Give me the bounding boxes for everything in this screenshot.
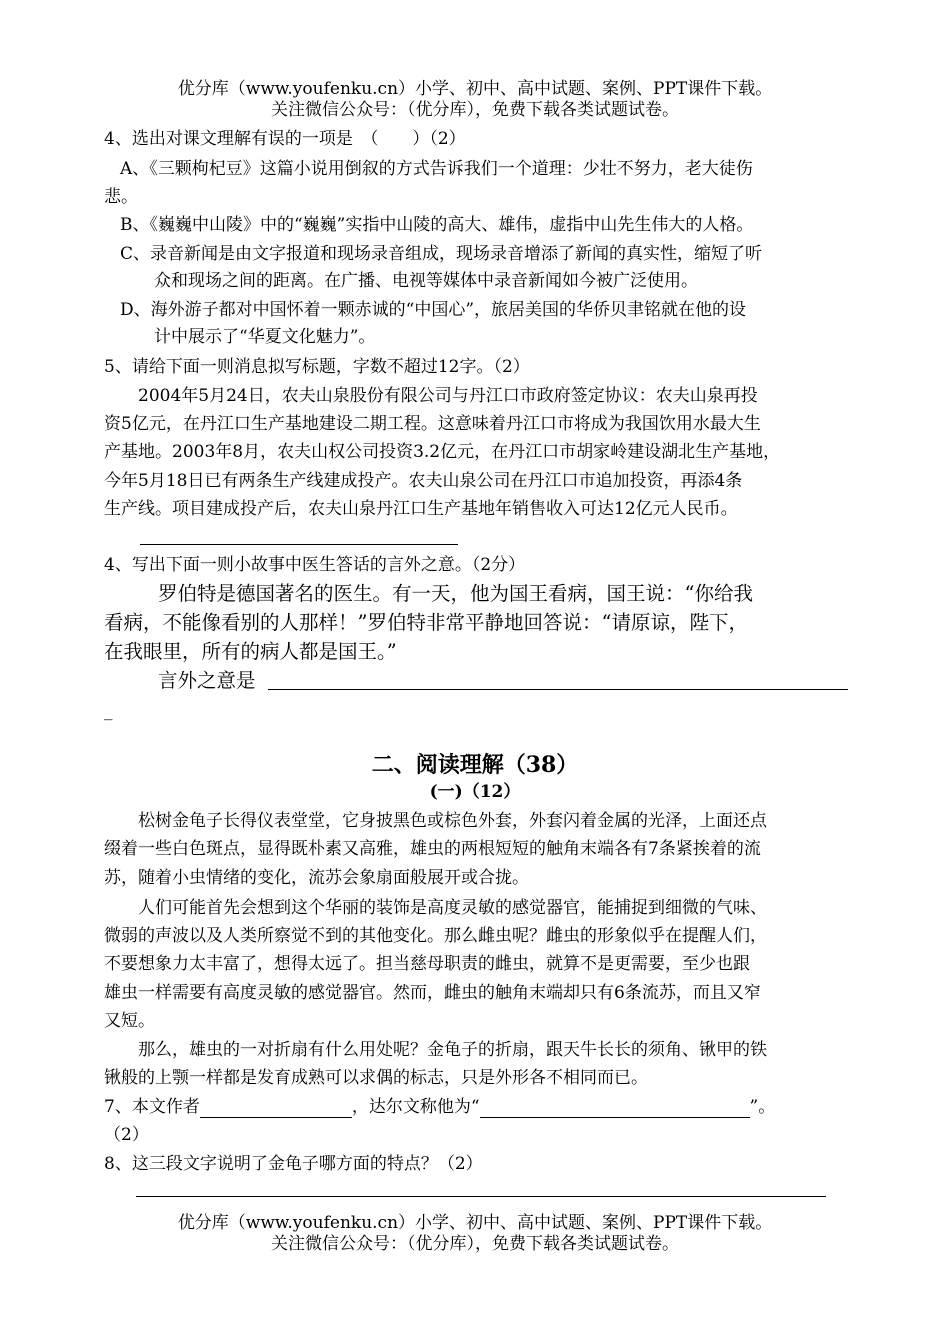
q7-line [104, 1096, 775, 1118]
passage-p3-line1: 那么，雄虫的一对折扇有什么用处呢？金龟子的折扇，跟天牛长长的须角、锹甲的铁 [138, 1040, 767, 1060]
q4b-answer-label: 言外之意是 [158, 669, 256, 692]
q5-news-line1: 2004年5月24日，农夫山泉股份有限公司与丹江口市政府签定协议：农夫山泉再投 [138, 386, 758, 406]
q5-stem: 5、请给下面一则消息拟写标题，字数不超过12字。（2） [104, 357, 530, 377]
passage-p1-line3: 苏，随着小虫情绪的变化，流苏会象扇面般展开或合拢。 [104, 868, 529, 888]
q7-text-c: ”。 [749, 1097, 776, 1117]
q5-answer-line[interactable] [140, 544, 458, 545]
header-line-1: 优分库（www.youfenku.cn）小学、初中、高中试题、案例、PPT课件下载。 [177, 79, 773, 99]
passage-p1-line2: 缀着一些白色斑点，显得既朴素又高雅，雄虫的两根短短的触角末端各有7条紧挨着的流 [104, 839, 761, 859]
passage-p2-line3: 不要想象力太丰富了，想得太远了。担当慈母职责的雌虫，就算不是更需要，至少也跟 [104, 954, 750, 974]
q4-stem: 4、选出对课文理解有误的一项是 （ ）（2） [104, 129, 466, 149]
q5-news-line3: 产基地。2003年8月，农夫山权公司投资3.2亿元，在丹江口市胡家岭建设湖北生产基地， [104, 442, 781, 462]
q8-answer-line[interactable] [136, 1196, 826, 1197]
q7-author-blank[interactable] [200, 1099, 352, 1118]
q5-news-line5: 生产线。项目建成投产后，农夫山泉丹江口生产基地年销售收入可达12亿元人民币。 [104, 499, 738, 519]
header-line-2: 关注微信公众号：（优分库），免费下载各类试题试卷。 [271, 100, 679, 120]
q4-option-a-line1: A、《三颗枸杞豆》这篇小说用倒叙的方式告诉我们一个道理：少壮不努力，老大徒伤 [120, 159, 753, 179]
q4b-story-line3: 在我眼里，所有的病人都是国王。” [104, 640, 397, 663]
q4b-tail-mark: _ [104, 701, 113, 721]
q4-option-b: B、《巍巍中山陵》中的“巍巍”实指中山陵的高大、雄伟，虚指中山先生伟大的人格。 [120, 215, 754, 235]
section-2-title: 二、阅读理解（38） [371, 752, 579, 778]
q7-darwin-blank[interactable] [480, 1099, 750, 1118]
q4-option-c-line2: 众和现场之间的距离。在广播、电视等媒体中录音新闻如今被广泛使用。 [154, 271, 698, 291]
q5-news-line4: 今年5月18日已有两条生产线建成投产。农夫山泉公司在丹江口市追加投资，再添4条 [104, 471, 743, 491]
section-2-subtitle: (一)（12） [429, 782, 521, 802]
q4-option-c-line1: C、录音新闻是由文字报道和现场录音组成，现场录音增添了新闻的真实性，缩短了听 [120, 244, 763, 264]
q4-option-d-line1: D、海外游子都对中国怀着一颗赤诚的“中国心”，旅居美国的华侨贝聿铭就在他的设 [120, 300, 747, 320]
passage-p1-line1: 松树金龟子长得仪表堂堂，它身披黑色或棕色外套，外套闪着金属的光泽，上面还点 [138, 811, 767, 831]
q4b-stem: 4、写出下面一则小故事中医生答话的言外之意。（2分） [104, 555, 526, 575]
passage-p3-line2: 锹般的上颚一样都是发育成熟可以求偶的标志，只是外形各不相同而已。 [104, 1068, 648, 1088]
q5-news-line2: 资5亿元，在丹江口生产基地建设二期工程。这意味着丹江口市将成为我国饮用水最大生 [104, 414, 761, 434]
q7-score: （2） [104, 1125, 149, 1145]
q4b-answer-line[interactable] [268, 689, 848, 690]
passage-p2-line5: 又短。 [104, 1011, 155, 1031]
q7-text-a: 7、本文作者 [104, 1097, 200, 1117]
q4-option-d-line2: 计中展示了“华夏文化魅力”。 [154, 327, 376, 347]
q4b-story-line1: 罗伯特是德国著名的医生。有一天，他为国王看病，国王说：“你给我 [158, 582, 753, 605]
footer-line-1: 优分库（www.youfenku.cn）小学、初中、高中试题、案例、PPT课件下载。 [177, 1213, 773, 1233]
q4-option-a-line2: 悲。 [104, 187, 138, 207]
q4b-story-line2: 看病，不能像看别的人那样！”罗伯特非常平静地回答说：“请原谅，陛下， [104, 611, 748, 634]
passage-p2-line1: 人们可能首先会想到这个华丽的装饰是高度灵敏的感觉器官，能捕捉到细微的气味、 [138, 898, 767, 918]
passage-p2-line4: 雄虫一样需要有高度灵敏的感觉器官。然而，雌虫的触角末端却只有6条流苏，而且又窄 [104, 983, 761, 1003]
footer-line-2: 关注微信公众号：（优分库），免费下载各类试题试卷。 [271, 1234, 679, 1254]
q7-text-b: ，达尔文称他为“ [351, 1097, 480, 1117]
passage-p2-line2: 微弱的声波以及人类所察觉不到的其他变化。那么雌虫呢？雌虫的形象似乎在提醒人们， [104, 926, 767, 946]
q8-stem: 8、这三段文字说明了金龟子哪方面的特点？（2） [104, 1154, 483, 1174]
